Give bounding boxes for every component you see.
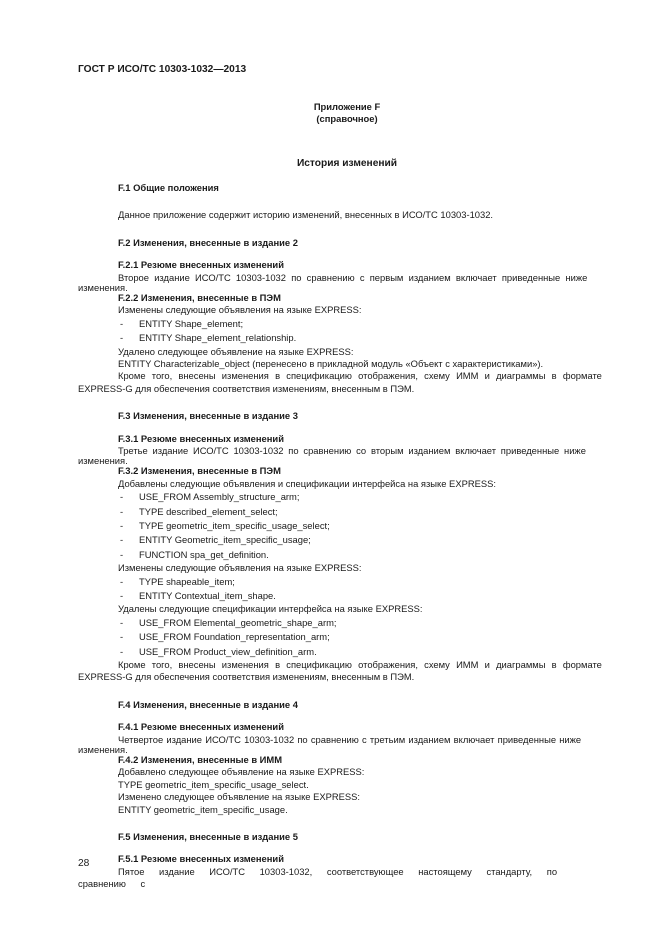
- list-item: - ENTITY Contextual_item_shape.: [78, 589, 616, 603]
- f2-2-heading: F.2.2 Изменения, внесенные в ПЭМ: [118, 292, 281, 304]
- f2-extra-line1: Кроме того, внесены изменения в спецификацию отображения, схему ИММ и диаграммы в формате: [118, 370, 602, 382]
- list-marker: -: [120, 505, 124, 517]
- f2-changed-intro: Изменены следующие объявления на языке EXPRESS:: [118, 304, 362, 316]
- section-title: История изменений: [296, 158, 398, 169]
- f2-1-text-line2: изменения.: [78, 282, 128, 294]
- f4-1-text-line1: Четвертое издание ИСО/ТС 10303-1032 по сравнению с третьим изданием включает приведенные ниже: [118, 733, 582, 745]
- list-item: - ENTITY Geometric_item_specific_usage;: [78, 533, 616, 547]
- f4-heading: F.4 Изменения, внесенные в издание 4: [118, 698, 298, 710]
- list-marker: -: [120, 317, 124, 329]
- list-marker: -: [120, 645, 124, 657]
- list-marker: -: [120, 491, 124, 503]
- list-marker: -: [120, 534, 124, 546]
- f3-changed-intro: Изменены следующие объявления на языке EXPRESS:: [118, 562, 362, 574]
- f3-1-text-line2: изменения.: [78, 455, 128, 467]
- list-item: - FUNCTION spa_get_definition.: [78, 548, 616, 562]
- f2-1-heading: F.2.1 Резюме внесенных изменений: [118, 259, 284, 271]
- f4-1-text-line2: изменения.: [78, 744, 128, 756]
- f3-1-heading: F.3.1 Резюме внесенных изменений: [118, 432, 284, 444]
- f2-removed-item: ENTITY Characterizable_object (перенесено в прикладной модуль «Объект с характеристиками»).: [118, 358, 544, 370]
- list-marker: -: [120, 575, 124, 587]
- annex-note: (справочное): [316, 113, 378, 124]
- f2-heading: F.2 Изменения, внесенные в издание 2: [118, 236, 298, 248]
- f3-extra-line1: Кроме того, внесены изменения в спецификацию отображения, схему ИММ и диаграммы в формате: [118, 659, 602, 670]
- f2-1-text-line1: Второе издание ИСО/ТС 10303-1032 по сравнению с первым изданием включает приведенные ниже: [118, 271, 588, 283]
- page-number: 28: [78, 858, 90, 869]
- list-marker: -: [120, 548, 124, 560]
- list-item: - USE_FROM Assembly_structure_arm;: [78, 490, 616, 504]
- f3-2-heading: F.3.2 Изменения, внесенные в ПЭМ: [118, 465, 281, 477]
- document-id: ГОСТ Р ИСО/ТС 10303-1032—2013: [78, 64, 247, 75]
- f4-changed-item: ENTITY geometric_item_specific_usage.: [118, 803, 288, 815]
- list-marker: -: [120, 520, 124, 532]
- list-marker: -: [120, 332, 124, 344]
- f5-1-heading: F.5.1 Резюме внесенных изменений: [118, 853, 284, 865]
- f5-heading: F.5 Изменения, внесенные в издание 5: [118, 831, 298, 843]
- f1-text: Данное приложение содержит историю изменений, внесенных в ИСО/ТС 10303-1032.: [118, 209, 494, 221]
- f3-heading: F.3 Изменения, внесенные в издание 3: [118, 410, 298, 422]
- annex-heading: [78, 101, 616, 125]
- annex-title: Приложение F: [313, 101, 381, 112]
- f2-extra-line2: EXPRESS-G для обеспечения соответствия изменениям, внесенным в ПЭМ.: [78, 382, 415, 394]
- f5-1-text-line1: Пятое издание ИСО/ТС 10303-1032, соответствующее настоящему стандарту, по сравнению с: [78, 865, 558, 890]
- f3-1-text-line1: Третье издание ИСО/ТС 10303-1032 по сравнению со вторым изданием включает приведенные ниже: [118, 445, 586, 457]
- f4-changed-intro: Изменено следующее объявление на языке EXPRESS:: [118, 791, 360, 803]
- list-item: - TYPE shapeable_item;: [78, 575, 616, 589]
- f3-removed-intro: Удалены следующие спецификации интерфейса на языке EXPRESS:: [118, 603, 423, 615]
- f4-added-intro: Добавлено следующее объявление на языке EXPRESS:: [118, 766, 365, 778]
- list-item: - TYPE geometric_item_specific_usage_select;: [78, 519, 616, 533]
- list-item: - TYPE described_element_select;: [78, 505, 616, 519]
- f4-added-item: TYPE geometric_item_specific_usage_select.: [118, 778, 309, 790]
- f4-2-heading: F.4.2 Изменения, внесенные в ИММ: [118, 754, 283, 766]
- list-item: - USE_FROM Elemental_geometric_shape_arm;: [78, 616, 616, 630]
- list-marker: -: [120, 616, 124, 628]
- f2-removed-intro: Удалено следующее объявление на языке EXPRESS:: [118, 345, 354, 357]
- f4-1-heading: F.4.1 Резюме внесенных изменений: [118, 721, 284, 733]
- list-item: - USE_FROM Product_view_definition_arm.: [78, 645, 616, 659]
- list-item: - ENTITY Shape_element_relationship.: [78, 331, 616, 345]
- f3-added-intro: Добавлены следующие объявления и спецификации интерфейса на языке EXPRESS:: [118, 477, 496, 489]
- list-item: - ENTITY Shape_element;: [78, 317, 616, 331]
- list-marker: -: [120, 590, 124, 602]
- f1-heading: F.1 Общие положения: [118, 182, 219, 193]
- document-body: [78, 182, 616, 891]
- f3-extra-line2: EXPRESS-G для обеспечения соответствия изменениям, внесенным в ПЭМ.: [78, 671, 415, 683]
- list-item: - USE_FROM Foundation_representation_arm;: [78, 630, 616, 644]
- list-marker: -: [120, 631, 124, 643]
